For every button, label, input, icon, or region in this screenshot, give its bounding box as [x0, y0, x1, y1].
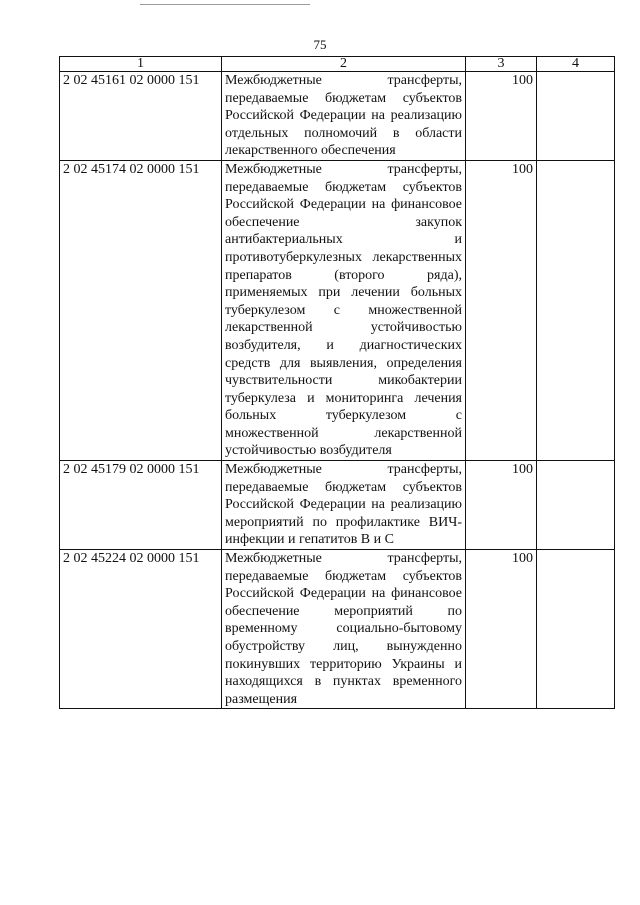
row-value-col3: 100	[466, 550, 537, 709]
column-header-4: 4	[537, 57, 615, 72]
row-code: 2 02 45224 02 0000 151	[60, 550, 222, 709]
row-description: Межбюджетные трансферты, передаваемые бюджетам субъектов Российской Федерации на финансовое обеспечение мероприятий по временному социально-бытовому обустройству лиц, вынужденно покинувших территорию Украины и находящихся в пунктах временного размещения	[222, 550, 466, 709]
row-value-col4	[537, 72, 615, 161]
column-header-2: 2	[222, 57, 466, 72]
row-description: Межбюджетные трансферты, передаваемые бюджетам субъектов Российской Федерации на финансовое обеспечение закупок антибактериальных и противотуберкулезных лекарственных препаратов (второго ряда), применяемых при лечении больных туберкулезом с множественной лекарственной устойчивостью возбудителя, и диагностических средств для выявления, определения чувствительности микобактерии туберкулеза и мониторинга лечения больных туберкулезом с множественной лекарственной устойчивостью возбудителя	[222, 160, 466, 460]
row-value-col3: 100	[466, 160, 537, 460]
row-value-col3: 100	[466, 461, 537, 550]
column-header-3: 3	[466, 57, 537, 72]
row-description: Межбюджетные трансферты, передаваемые бюджетам субъектов Российской Федерации на реализацию отдельных полномочий в области лекарственного обеспечения	[222, 72, 466, 161]
row-value-col4	[537, 160, 615, 460]
row-value-col3: 100	[466, 72, 537, 161]
budget-table	[59, 56, 615, 709]
row-description: Межбюджетные трансферты, передаваемые бюджетам субъектов Российской Федерации на реализацию мероприятий по профилактике ВИЧ-инфекции и гепатитов В и С	[222, 461, 466, 550]
row-code: 2 02 45161 02 0000 151	[60, 72, 222, 161]
column-header-1: 1	[60, 57, 222, 72]
table-row	[60, 72, 615, 161]
table-row	[60, 550, 615, 709]
table-row	[60, 461, 615, 550]
top-scan-line	[140, 4, 310, 5]
page-number: 75	[313, 37, 327, 52]
row-code: 2 02 45179 02 0000 151	[60, 461, 222, 550]
table-row	[60, 160, 615, 460]
row-code: 2 02 45174 02 0000 151	[60, 160, 222, 460]
row-value-col4	[537, 461, 615, 550]
row-value-col4	[537, 550, 615, 709]
table-header-row	[60, 57, 615, 72]
